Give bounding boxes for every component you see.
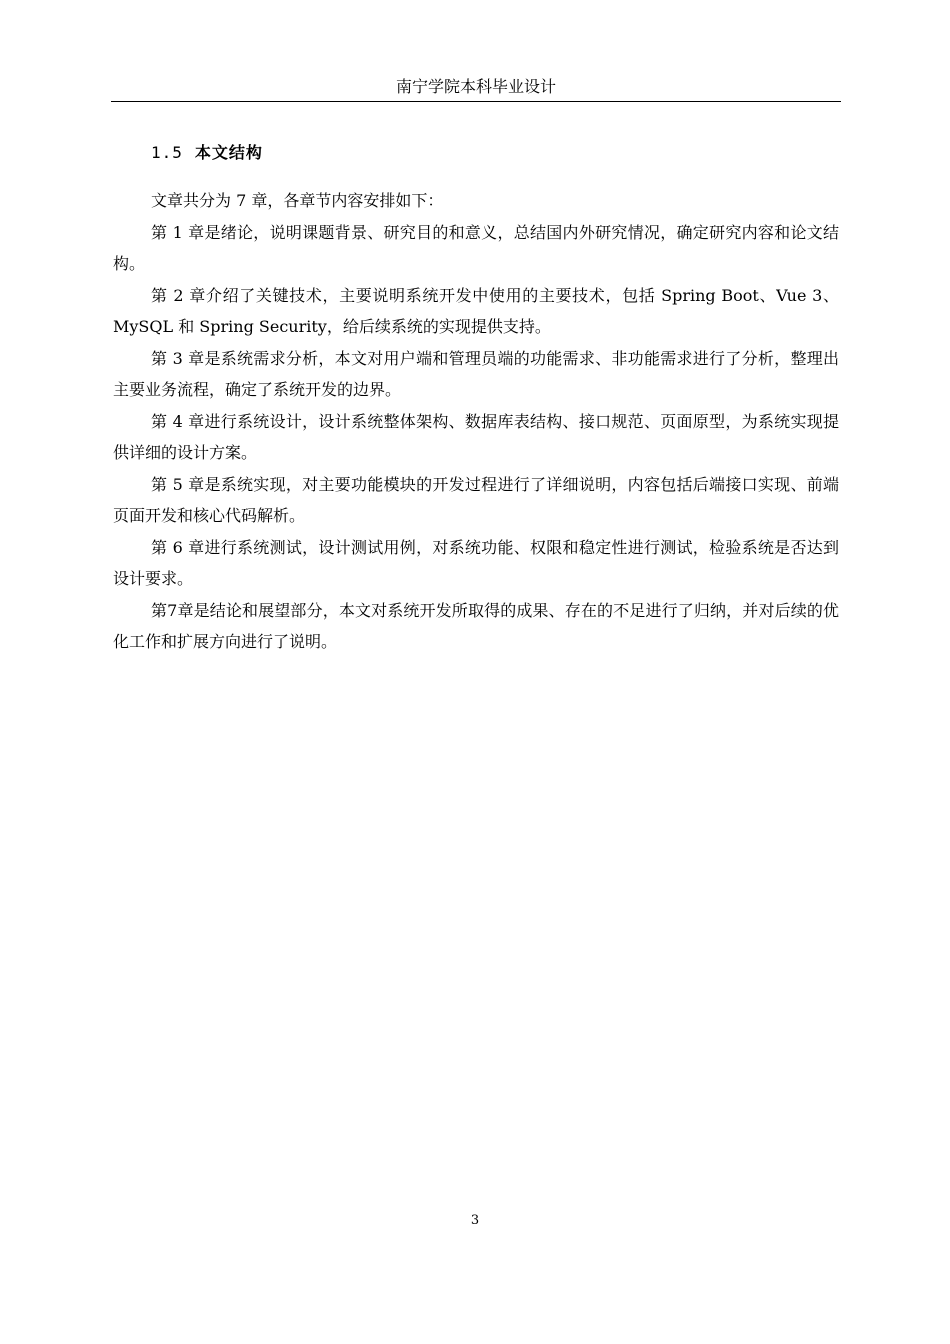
paragraph-chapter-6: 第 6 章进行系统测试，设计测试用例，对系统功能、权限和稳定性进行测试，检验系统是否达到设计要求。 bbox=[113, 537, 839, 588]
paragraph-chapter-3: 第 3 章是系统需求分析，本文对用户端和管理员端的功能需求、非功能需求进行了分析，整理出主要业务流程，确定了系统开发的边界。 bbox=[113, 348, 839, 399]
paragraph-chapter-5: 第 5 章是系统实现，对主要功能模块的开发过程进行了详细说明，内容包括后端接口实现、前端页面开发和核心代码解析。 bbox=[113, 474, 839, 525]
body-text bbox=[113, 185, 839, 658]
section-heading bbox=[151, 142, 263, 164]
section-title: 本文结构 bbox=[194, 143, 263, 162]
page-header-title: 南宁学院本科毕业设计 bbox=[395, 77, 556, 96]
header-divider bbox=[111, 101, 841, 102]
paragraph-chapter-2: 第 2 章介绍了关键技术，主要说明系统开发中使用的主要技术，包括 Spring Boot、Vue 3、MySQL 和 Spring Security，给后续系统的实现提供支持。 bbox=[113, 285, 839, 336]
section-number: 1.5 bbox=[151, 143, 183, 162]
paragraph-chapter-4: 第 4 章进行系统设计，设计系统整体架构、数据库表结构、接口规范、页面原型，为系统实现提供详细的设计方案。 bbox=[113, 411, 839, 462]
paragraph-intro: 文章共分为 7 章，各章节内容安排如下： bbox=[151, 191, 444, 210]
paragraph-chapter-7: 第7章是结论和展望部分，本文对系统开发所取得的成果、存在的不足进行了归纳，并对后续的优化工作和扩展方向进行了说明。 bbox=[113, 600, 839, 651]
paragraph-chapter-1: 第 1 章是绪论，说明课题背景、研究目的和意义，总结国内外研究情况，确定研究内容和论文结构。 bbox=[113, 222, 839, 273]
page-number: 3 bbox=[470, 1213, 480, 1228]
